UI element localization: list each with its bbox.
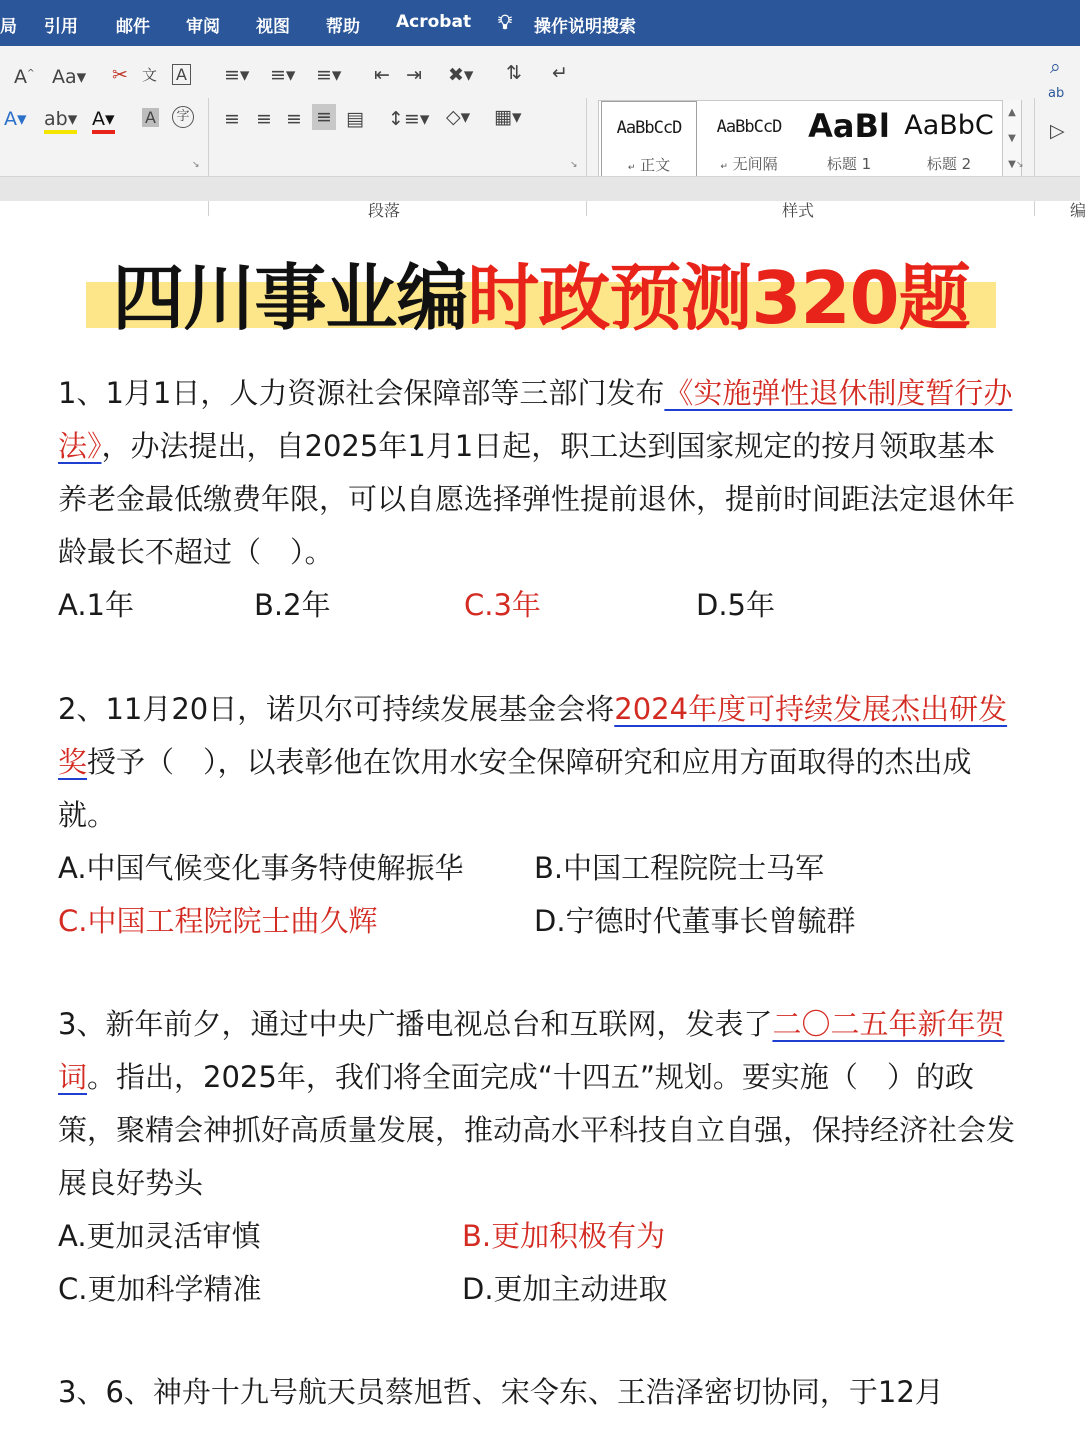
character-shading-icon[interactable]: A	[142, 108, 159, 127]
styles-group-label: 样式	[782, 201, 815, 220]
shading-icon[interactable]: ◇▾	[446, 106, 471, 128]
enclose-characters-icon[interactable]: 字	[172, 106, 194, 128]
asian-layout-icon[interactable]: ✖▾	[448, 64, 474, 86]
select-icon[interactable]: ▷	[1050, 120, 1065, 142]
tab-references[interactable]: 引用	[44, 17, 78, 37]
option-d[interactable]: D.宁德时代董事长曾毓群	[534, 904, 856, 938]
option-d[interactable]: D.5年	[696, 588, 775, 622]
change-case-label: Aa	[52, 66, 77, 88]
ribbon-body	[0, 46, 1086, 220]
editing-group-label: 编	[1070, 201, 1086, 220]
question-highlight: 2024年度可持续发展杰出研发奖	[58, 692, 1008, 779]
option-c[interactable]: C.更加科学精准	[58, 1272, 262, 1306]
find-icon[interactable]: ⌕	[1050, 56, 1061, 78]
borders-icon[interactable]: ▦▾	[494, 106, 522, 128]
option-a[interactable]: A.中国气候变化事务特使解振华	[58, 851, 464, 885]
style-name: ↵ 无间隔	[720, 155, 778, 173]
bullets-icon[interactable]: ≡▾	[224, 64, 250, 86]
font-color-icon[interactable]: A▾	[92, 108, 115, 134]
styles-gallery	[598, 100, 1022, 182]
ribbon-divider	[0, 176, 1080, 201]
question-text: ，办法提出，自2025年1月1日起，职工达到国家规定的按月领取基本养老金最低缴费年限，可以自愿选择弹性提前退休，提前时间距法定退休年龄最长不超过（ ）。	[58, 429, 1016, 569]
tab-acrobat[interactable]: Acrobat	[396, 12, 472, 32]
distributed-icon[interactable]: ▤	[346, 108, 364, 130]
option-b[interactable]: B.2年	[254, 588, 331, 622]
style-heading-1[interactable]	[801, 101, 897, 181]
question-1	[58, 367, 1023, 579]
style-preview: AaBl	[808, 107, 890, 145]
show-marks-icon[interactable]: ↵	[552, 62, 568, 84]
question-text: 3、新年前夕，通过中央广播电视总台和互联网，发表了	[58, 1007, 773, 1041]
scroll-down-icon[interactable]: ▼	[1008, 133, 1016, 144]
grow-font-icon[interactable]: A^	[14, 66, 35, 88]
scroll-up-icon[interactable]: ▲	[1008, 107, 1016, 118]
font-dialog-launcher-icon[interactable]: ↘	[192, 160, 200, 170]
question-4	[58, 1366, 1023, 1419]
clear-formatting-icon[interactable]: ✂︎	[112, 64, 128, 86]
more-styles-icon[interactable]: ▼	[1008, 159, 1016, 170]
title-text	[86, 240, 996, 344]
numbering-icon[interactable]: ≡▾	[270, 64, 296, 86]
multilevel-list-icon[interactable]: ≡▾	[316, 64, 342, 86]
option-a[interactable]: A.更加灵活审慎	[58, 1219, 261, 1253]
tell-me-search[interactable]: 操作说明搜索	[534, 17, 636, 37]
question-text: 2、11月20日，诺贝尔可持续发展基金会将	[58, 692, 615, 726]
justify-icon[interactable]: ≡	[312, 104, 336, 130]
question-text: 3、6、神舟十九号航天员蔡旭哲、宋令东、王浩泽密切协同，于12月	[58, 1375, 944, 1409]
question-highlight: 《实施弹性退休制度暂行办法》	[58, 376, 1013, 463]
option-a[interactable]: A.1年	[58, 588, 134, 622]
paragraph-group-label: 段落	[368, 201, 401, 220]
title-red-part: 时政预测320题	[467, 256, 970, 340]
option-d[interactable]: D.更加主动进取	[462, 1272, 668, 1306]
style-preview: AaBbCcD	[716, 117, 782, 137]
styles-dialog-launcher-icon[interactable]: ↘	[1016, 160, 1024, 170]
question-3	[58, 998, 1023, 1210]
phonetic-guide-icon[interactable]: 文	[142, 66, 158, 84]
tab-help[interactable]: 帮助	[326, 17, 360, 37]
paragraph-dialog-launcher-icon[interactable]: ↘	[570, 160, 578, 170]
title-black-part: 四川事业编	[112, 256, 468, 340]
tab-view[interactable]: 视图	[256, 17, 290, 37]
change-case-button[interactable]: Aa▾	[52, 66, 87, 88]
style-preview: AaBbC	[904, 110, 994, 141]
style-no-spacing[interactable]	[701, 101, 797, 181]
question-text: 授予（ ），以表彰他在饮用水安全保障研究和应用方面取得的杰出成就。	[58, 745, 972, 832]
align-right-icon[interactable]: ≡	[286, 108, 302, 130]
question-highlight: 二〇二五年新年贺词	[58, 1007, 1005, 1094]
question-2	[58, 683, 1023, 842]
style-name: 标题 1	[826, 155, 872, 173]
style-heading-2[interactable]	[899, 101, 999, 181]
sort-icon[interactable]: ⇅	[506, 62, 522, 84]
align-center-icon[interactable]: ≡	[256, 108, 272, 130]
lightbulb-icon: 💡︎	[498, 10, 512, 34]
align-left-icon[interactable]: ≡	[224, 108, 240, 130]
character-border-icon[interactable]: A	[172, 64, 191, 85]
decrease-indent-icon[interactable]: ⇤	[374, 64, 390, 86]
option-c-answer[interactable]: C.3年	[464, 588, 541, 622]
style-normal[interactable]	[601, 101, 697, 181]
option-b[interactable]: B.中国工程院院士马军	[534, 851, 825, 885]
tab-review[interactable]: 审阅	[186, 17, 220, 37]
replace-icon[interactable]: ab	[1048, 86, 1065, 101]
highlight-color-icon[interactable]: ab▾	[44, 108, 77, 134]
document-title	[86, 240, 996, 340]
line-spacing-icon[interactable]: ↕≡▾	[388, 108, 430, 130]
ribbon-tab-bar	[0, 0, 1080, 46]
style-name: 标题 2	[926, 155, 972, 173]
style-name: ↵ 正文	[627, 156, 671, 174]
option-c-answer[interactable]: C.中国工程院院士曲久辉	[58, 904, 378, 938]
increase-indent-icon[interactable]: ⇥	[406, 64, 422, 86]
tab-layout[interactable]: 局	[0, 17, 17, 37]
question-text: 。指出，2025年，我们将全面完成“十四五”规划。要实施（ ）的政策，聚精会神抓好高质量发展，推动高水平科技自立自强，保持经济社会发展良好势头	[58, 1060, 1016, 1200]
option-b-answer[interactable]: B.更加积极有为	[462, 1219, 666, 1253]
tab-mailings[interactable]: 邮件	[116, 17, 150, 37]
question-text: 1、1月1日，人力资源社会保障部等三部门发布	[58, 376, 665, 410]
style-preview: AaBbCcD	[616, 118, 682, 138]
text-effects-icon[interactable]: A▾	[4, 108, 27, 130]
